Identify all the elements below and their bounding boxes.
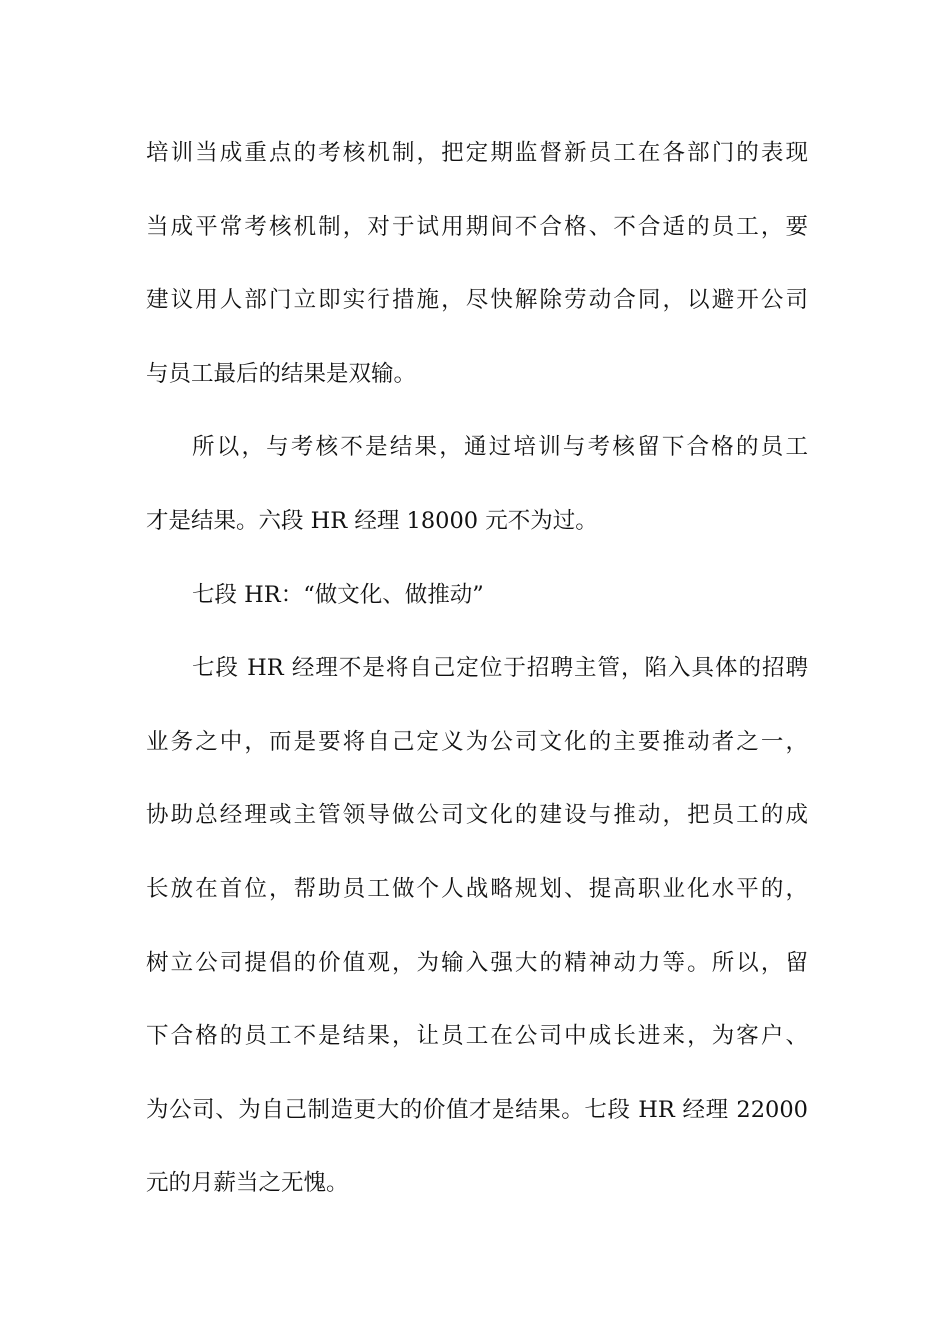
- text-line: 所以，与考核不是结果，通过培训与考核留下合格的员工: [192, 434, 808, 461]
- text-line: 七段 HR 经理不是将自己定位于招聘主管，陷入具体的招聘: [192, 655, 808, 682]
- section-heading: 七段 HR：“做文化、做推动”: [192, 581, 484, 608]
- document-body: [146, 133, 808, 1237]
- text-line: 业务之中，而是要将自己定义为公司文化的主要推动者之一，: [146, 728, 808, 755]
- text-line: 下合格的员工不是结果，让员工在公司中成长进来，为客户、: [146, 1023, 808, 1050]
- text-line: 元的月薪当之无愧。: [146, 1170, 349, 1197]
- text-line: 当成平常考核机制，对于试用期间不合格、不合适的员工，要: [146, 213, 808, 240]
- text-line: 培训当成重点的考核机制，把定期监督新员工在各部门的表现: [146, 140, 808, 166]
- text-line: 长放在首位，帮助员工做个人战略规划、提高职业化水平的，: [146, 875, 808, 902]
- text-line: 建议用人部门立即实行措施，尽快解除劳动合同，以避开公司: [146, 287, 808, 314]
- text-line: 为公司、为自己制造更大的价值才是结果。七段 HR 经理 22000: [146, 1096, 808, 1123]
- text-line: 与员工最后的结果是双输。: [146, 360, 417, 387]
- text-line: 才是结果。六段 HR 经理 18000 元不为过。: [146, 507, 598, 534]
- text-line: 树立公司提倡的价值观，为输入强大的精神动力等。所以，留: [146, 949, 808, 976]
- text-line: 协助总经理或主管领导做公司文化的建设与推动，把员工的成: [146, 802, 808, 829]
